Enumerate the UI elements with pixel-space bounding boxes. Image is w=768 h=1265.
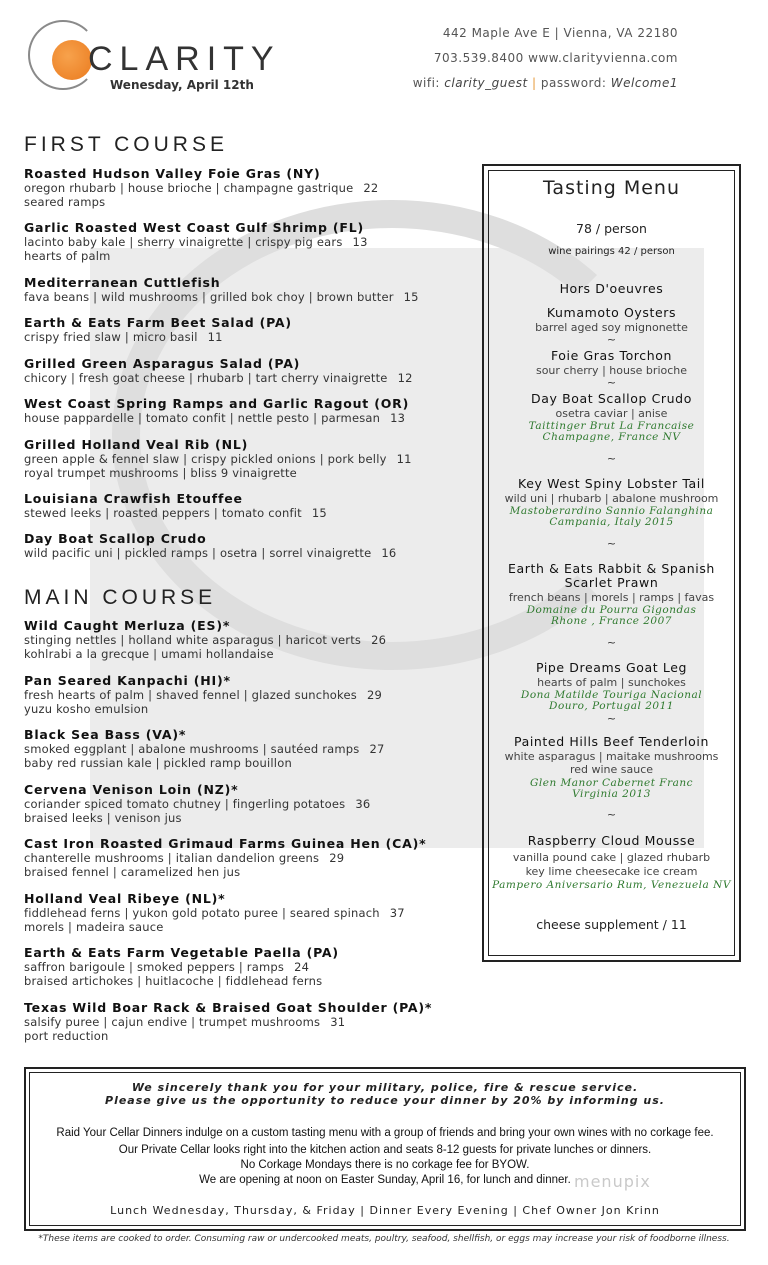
- dish-description-cont: braised artichokes | huitlacoche | fiddlehead ferns: [24, 974, 323, 988]
- menu-item: [24, 618, 464, 661]
- easter-notice: We are opening at noon on Easter Sunday, April 16, for lunch and dinner.: [199, 1174, 571, 1186]
- tasting-divider: ~: [606, 808, 617, 821]
- wine-pairing: Dona Matilde Touriga Nacional: [520, 689, 703, 701]
- dish-name: Mediterranean Cuttlefish: [24, 275, 221, 290]
- tasting-course-name: Key West Spiny Lobster Tail: [518, 476, 705, 491]
- raid-text: indulge on a custom tasting menu with a group of friends and bring your own wines with no corkage fee.: [182, 1127, 714, 1139]
- menu-item: [24, 315, 464, 344]
- tasting-course-name: Day Boat Scallop Crudo: [531, 391, 692, 406]
- dish-price: 31: [330, 1015, 346, 1029]
- menu-item: [24, 166, 464, 209]
- dish-price: 26: [371, 633, 387, 647]
- tasting-course-desc: wild uni | rhubarb | abalone mushroom: [504, 492, 719, 505]
- service-discount: Please give us the opportunity to reduce your dinner by 20% by informing us.: [105, 1094, 665, 1107]
- dish-name: West Coast Spring Ramps and Garlic Ragout (OR): [24, 396, 410, 411]
- tasting-course-name: Earth & Eats Rabbit & Spanish: [508, 561, 715, 576]
- dish-price: 12: [397, 371, 413, 385]
- tasting-price: 78 / person: [576, 221, 647, 236]
- raid-your-cellar: [24, 1127, 746, 1139]
- dish-name: Holland Veal Ribeye (NL)*: [24, 891, 226, 906]
- tasting-course-desc: white asparagus | maitake mushrooms: [504, 750, 719, 763]
- dish-description-text: wild pacific uni | pickled ramps | osetra | sorrel vinaigrette: [24, 546, 372, 560]
- tasting-course-name: Raspberry Cloud Mousse: [527, 833, 696, 848]
- dish-description: [24, 960, 464, 974]
- raid-title: Raid Your Cellar Dinners: [56, 1127, 183, 1139]
- dish-price: 16: [381, 546, 397, 560]
- dish-description-text: lacinto baby kale | sherry vinaigrette | crispy pig ears: [24, 235, 343, 249]
- dish-description-cont: yuzu kosho emulsion: [24, 702, 149, 716]
- dish-description-text: stewed leeks | roasted peppers | tomato confit: [24, 506, 302, 520]
- corkage-text: there is no corkage fee for BYOW.: [351, 1159, 530, 1171]
- dish-description-text: house pappardelle | tomato confit | nettle pesto | parmesan: [24, 411, 381, 425]
- tasting-course-desc: osetra caviar | anise: [555, 407, 668, 420]
- first-course-title: FIRST COURSE: [24, 133, 228, 156]
- website: www.clarityvienna.com: [528, 51, 678, 65]
- dish-description-text: green apple & fennel slaw | crispy pickled onions | pork belly: [24, 452, 387, 466]
- tasting-divider: ~: [606, 452, 617, 465]
- dish-price: 13: [352, 235, 368, 249]
- dish-name: Cervena Venison Loin (NZ)*: [24, 782, 239, 797]
- menu-item: [24, 396, 464, 425]
- menu-item: [24, 491, 464, 520]
- dish-name: Garlic Roasted West Coast Gulf Shrimp (FL): [24, 220, 365, 235]
- tasting-divider: ~: [606, 636, 617, 649]
- dish-description-text: chanterelle mushrooms | italian dandelion greens: [24, 851, 320, 865]
- menu-item: [24, 673, 464, 716]
- dish-description: [24, 235, 464, 249]
- menu-item: [24, 275, 464, 304]
- dish-description-text: stinging nettles | holland white asparagus | haricot verts: [24, 633, 362, 647]
- dish-price: 36: [355, 797, 371, 811]
- tasting-course-desc: barrel aged soy mignonette: [535, 321, 688, 334]
- dish-description: [24, 633, 464, 647]
- wifi-line: wifi: clarity_guest | password: Welcome1: [412, 76, 678, 90]
- wifi-label: wifi:: [412, 76, 440, 90]
- wine-pairing: Pampero Aniversario Rum, Venezuela NV: [492, 879, 731, 891]
- dish-price: 15: [403, 290, 419, 304]
- dish-price: 37: [389, 906, 405, 920]
- tasting-course-name: Kumamoto Oysters: [546, 305, 677, 320]
- logo-orange-dot: [52, 40, 92, 80]
- menu-item: [24, 531, 464, 560]
- wine-pairing-region: Campania, Italy 2015: [549, 516, 674, 528]
- menupix-watermark: menupix: [574, 1172, 651, 1191]
- dish-price: 27: [369, 742, 385, 756]
- service-thanks: We sincerely thank you for your military, police, fire & rescue service.: [131, 1081, 639, 1094]
- dish-price: 22: [363, 181, 379, 195]
- main-course-title: MAIN COURSE: [24, 586, 217, 609]
- dish-description-text: oregon rhubarb | house brioche | champagne gastrique: [24, 181, 354, 195]
- dish-description-cont: hearts of palm: [24, 249, 111, 263]
- dish-description-text: smoked eggplant | abalone mushrooms | sautéed ramps: [24, 742, 360, 756]
- tasting-course-desc: key lime cheesecake ice cream: [525, 865, 698, 878]
- dish-description: [24, 290, 464, 304]
- dish-description-text: fresh hearts of palm | shaved fennel | glazed sunchokes: [24, 688, 357, 702]
- dish-price: 29: [329, 851, 345, 865]
- menu-item: [24, 945, 464, 988]
- food-safety-disclaimer: *These items are cooked to order. Consuming raw or undercooked meats, poultry, seafood, shellfish, or eggs may increase your risk of foodborne illness.: [38, 1234, 730, 1244]
- private-cellar: [24, 1144, 746, 1156]
- dish-description: [24, 797, 464, 811]
- dish-name: Black Sea Bass (VA)*: [24, 727, 187, 742]
- wine-pairings-price: wine pairings 42 / person: [548, 246, 675, 257]
- cellar-text: looks right into the kitchen action and seats 8-12 guests for private lunches or dinners.: [210, 1144, 652, 1156]
- menu-item: [24, 891, 464, 934]
- cellar-title: Our Private Cellar: [118, 1144, 211, 1156]
- tasting-course-name: Foie Gras Torchon: [550, 348, 673, 363]
- dish-description: [24, 452, 464, 466]
- contact-line: [434, 51, 678, 65]
- dish-name: Grilled Holland Veal Rib (NL): [24, 437, 249, 452]
- dish-description-text: chicory | fresh goat cheese | rhubarb | tart cherry vinaigrette: [24, 371, 388, 385]
- dish-description-text: fava beans | wild mushrooms | grilled bok choy | brown butter: [24, 290, 394, 304]
- wifi-name: clarity_guest: [444, 76, 528, 90]
- menu-date: Wenesday, April 12th: [110, 78, 254, 92]
- menu-item: [24, 356, 464, 385]
- dish-name: Grilled Green Asparagus Salad (PA): [24, 356, 301, 371]
- password-label: password:: [540, 76, 607, 90]
- dish-description-cont: royal trumpet mushrooms | bliss 9 vinaigrette: [24, 466, 297, 480]
- address: 442 Maple Ave E | Vienna, VA 22180: [442, 26, 678, 40]
- wine-pairing-region: Virginia 2013: [572, 788, 651, 800]
- dish-price: 15: [311, 506, 327, 520]
- tasting-hors-doeuvres: Hors D'oeuvres: [559, 281, 664, 296]
- dish-name: Earth & Eats Farm Beet Salad (PA): [24, 315, 292, 330]
- tasting-divider: ~: [606, 333, 617, 346]
- tasting-course-name: Pipe Dreams Goat Leg: [535, 660, 688, 675]
- dish-name: Louisiana Crawfish Etouffee: [24, 491, 243, 506]
- tasting-course-desc: french beans | morels | ramps | favas: [508, 591, 715, 604]
- dish-description: [24, 688, 464, 702]
- dish-description-text: salsify puree | cajun endive | trumpet mushrooms: [24, 1015, 321, 1029]
- dish-description-cont: braised leeks | venison jus: [24, 811, 182, 825]
- tasting-title: Tasting Menu: [542, 177, 681, 199]
- wine-pairing: Domaine du Pourra Gigondas: [526, 604, 697, 616]
- tasting-course-name-cont: Scarlet Prawn: [564, 575, 659, 590]
- dish-description: [24, 411, 464, 425]
- dish-name: Pan Seared Kanpachi (HI)*: [24, 673, 231, 688]
- menu-item: [24, 437, 464, 480]
- dish-name: Wild Caught Merluza (ES)*: [24, 618, 231, 633]
- dish-description: [24, 506, 464, 520]
- dish-description: [24, 1015, 464, 1029]
- menu-item: [24, 782, 464, 825]
- wine-pairing-region: Champagne, France NV: [542, 431, 681, 443]
- wifi-password: Welcome1: [610, 76, 678, 90]
- dish-name: Texas Wild Boar Rack & Braised Goat Shoulder (PA)*: [24, 1000, 433, 1015]
- dish-description: [24, 851, 464, 865]
- dish-price: 11: [396, 452, 412, 466]
- dish-description-text: crispy fried slaw | micro basil: [24, 330, 198, 344]
- dish-description: [24, 742, 464, 756]
- hours-line: Lunch Wednesday, Thursday, & Friday | Dinner Every Evening | Chef Owner Jon Krinn: [110, 1204, 660, 1217]
- dish-price: 11: [207, 330, 223, 344]
- dish-name: Cast Iron Roasted Grimaud Farms Guinea Hen (CA)*: [24, 836, 427, 851]
- dish-description-text: saffron barigoule | smoked peppers | ramps: [24, 960, 285, 974]
- menu-item: [24, 836, 464, 879]
- wine-pairing: Mastoberardino Sannio Falanghina: [509, 505, 714, 517]
- corkage-title: No Corkage Mondays: [240, 1159, 352, 1171]
- dish-description: [24, 330, 464, 344]
- wine-pairing: Glen Manor Cabernet Franc: [529, 777, 693, 789]
- dish-description: [24, 181, 464, 195]
- tasting-course-desc: vanilla pound cake | glazed rhubarb: [512, 851, 711, 864]
- tasting-course-name: Painted Hills Beef Tenderloin: [514, 734, 709, 749]
- tasting-divider: ~: [606, 537, 617, 550]
- tasting-divider: ~: [606, 376, 617, 389]
- no-corkage-mondays: [24, 1159, 746, 1171]
- dish-name: Earth & Eats Farm Vegetable Paella (PA): [24, 945, 339, 960]
- dish-price: 24: [294, 960, 310, 974]
- menu-item: [24, 220, 464, 263]
- dish-description: [24, 906, 464, 920]
- dish-description-cont: braised fennel | caramelized hen jus: [24, 865, 241, 879]
- wine-pairing-region: Douro, Portugal 2011: [549, 700, 674, 712]
- menu-item: [24, 1000, 464, 1043]
- dish-price: 29: [366, 688, 383, 702]
- dish-price: 13: [390, 411, 406, 425]
- dish-name: Day Boat Scallop Crudo: [24, 531, 207, 546]
- dish-description: [24, 546, 464, 560]
- menu-item: [24, 727, 464, 770]
- phone: 703.539.8400: [433, 51, 524, 65]
- cheese-supplement: cheese supplement / 11: [536, 917, 687, 932]
- dish-description-cont: port reduction: [24, 1029, 109, 1043]
- dish-name: Roasted Hudson Valley Foie Gras (NY): [24, 166, 321, 181]
- dish-description-cont: kohlrabi a la grecque | umami hollandaise: [24, 647, 274, 661]
- dish-description-cont: seared ramps: [24, 195, 106, 209]
- dish-description-cont: baby red russian kale | pickled ramp bouillon: [24, 756, 292, 770]
- tasting-course-desc: hearts of palm | sunchokes: [537, 676, 686, 689]
- wine-pairing-region: Rhone , France 2007: [551, 615, 672, 627]
- tasting-course-desc: sour cherry | house brioche: [535, 364, 688, 377]
- dish-description-text: fiddlehead ferns | yukon gold potato puree | seared spinach: [24, 906, 380, 920]
- dish-description-cont: morels | madeira sauce: [24, 920, 164, 934]
- wine-pairing: Taittinger Brut La Francaise: [528, 420, 695, 432]
- logo-wordmark: CLARITY: [88, 40, 281, 78]
- tasting-course-desc: red wine sauce: [569, 763, 654, 776]
- tasting-divider: ~: [606, 712, 617, 725]
- dish-description: [24, 371, 464, 385]
- dish-description-text: coriander spiced tomato chutney | fingerling potatoes: [24, 797, 346, 811]
